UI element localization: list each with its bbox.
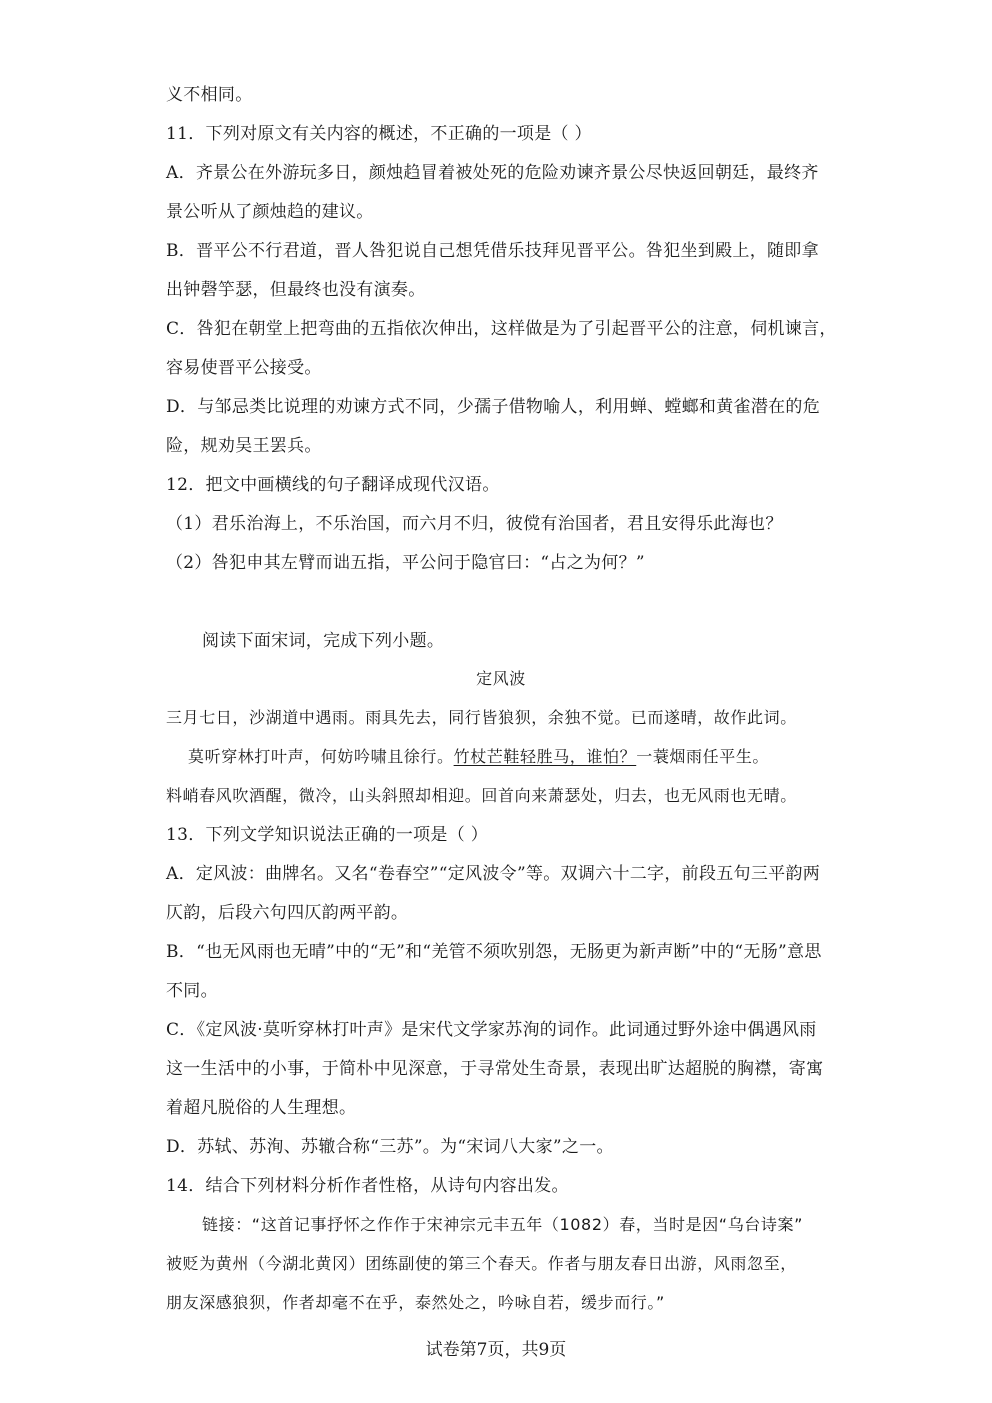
option-11-c: C．咎犯在朝堂上把弯曲的五指依次伸出，这样做是为了引起晋平公的注意，伺机谏言，	[166, 319, 837, 339]
question-12-item-1: （1）君乐治海上，不乐治国，而六月不归，彼傥有治国者，君且安得乐此海也？	[166, 514, 783, 534]
text-line: 义不相同。	[166, 85, 253, 105]
text-line: 这一生活中的小事，于简朴中见深意，于寻常处生奇景，表现出旷达超脱的胸襟，寄寓	[166, 1059, 824, 1079]
poem-preface: 三月七日，沙湖道中遇雨。雨具先去，同行皆狼狈，余独不觉。已而遂晴，故作此词。	[166, 708, 797, 727]
question-11: 11．下列对原文有关内容的概述，不正确的一项是（ ）	[166, 124, 592, 144]
text-line: 不同。	[166, 981, 218, 1001]
link-material: 链接：“这首记事抒怀之作作于宋神宗元丰五年（1082）春，当时是因“乌台诗案”	[202, 1215, 803, 1234]
option-13-c: C．《定风波·莫听穿林打叶声》是宋代文学家苏洵的词作。此词通过野外途中偶遇风雨	[166, 1020, 817, 1040]
option-13-a: A．定风波：曲牌名。又名“卷春空”“定风波令”等。双调六十二字，前段五句三平韵两	[166, 864, 821, 884]
text-line: 着超凡脱俗的人生理想。	[166, 1098, 357, 1118]
option-11-a: A．齐景公在外游玩多日，颜烛趋冒着被处死的危险劝谏齐景公尽快返回朝廷，最终齐	[166, 163, 819, 183]
underlined-phrase: 竹杖芒鞋轻胜马，谁怕？	[453, 747, 637, 766]
poem-line-1	[188, 745, 858, 769]
option-11-b: B．晋平公不行君道，晋人咎犯说自己想凭借乐技拜见晋平公。咎犯坐到殿上，随即拿	[166, 241, 819, 261]
text-line: 出钟磬竽瑟，但最终也没有演奏。	[166, 280, 426, 300]
text-line: 容易使晋平公接受。	[166, 358, 322, 378]
text-line: 险，规劝吴王罢兵。	[166, 436, 322, 456]
text-line: 仄韵，后段六句四仄韵两平韵。	[166, 903, 409, 923]
question-12: 12．把文中画横线的句子翻译成现代汉语。	[166, 475, 500, 495]
poem-line-1-part-a: 莫听穿林打叶声，何妨吟啸且徐行。	[188, 747, 454, 766]
option-13-d: D．苏轼、苏洵、苏辙合称“三苏”。为“宋词八大家”之一。	[166, 1137, 614, 1157]
question-12-item-2: （2）咎犯申其左臂而诎五指，平公问于隐官曰：“占之为何？”	[166, 553, 645, 573]
text-line: 朋友深感狼狈，作者却毫不在乎，泰然处之，吟咏自若，缓步而行。”	[166, 1293, 665, 1312]
poem-title: 定风波	[476, 669, 526, 688]
option-13-b: B．“也无风雨也无晴”中的“无”和“羌管不须吹别怨，无肠更为新声断”中的“无肠”意思	[166, 942, 822, 962]
poem-line-2: 料峭春风吹酒醒，微冷，山头斜照却相迎。回首向来萧瑟处，归去，也无风雨也无晴。	[166, 786, 797, 805]
option-11-d: D．与邹忌类比说理的劝谏方式不同，少孺子借物喻人，利用蝉、螳螂和黄雀潜在的危	[166, 397, 821, 417]
question-13: 13．下列文学知识说法正确的一项是（ ）	[166, 825, 489, 845]
text-line: 被贬为黄州（今湖北黄冈）团练副使的第三个春天。作者与朋友春日出游，风雨忽至，	[166, 1254, 797, 1273]
poem-line-1-part-c: 一蓑烟雨任平生。	[636, 747, 770, 766]
text-line: 景公听从了颜烛趋的建议。	[166, 202, 374, 222]
reading-instruction: 阅读下面宋词，完成下列小题。	[202, 631, 445, 651]
question-14: 14．结合下列材料分析作者性格，从诗句内容出发。	[166, 1176, 569, 1196]
page-footer: 试卷第7页，共9页	[425, 1340, 567, 1360]
